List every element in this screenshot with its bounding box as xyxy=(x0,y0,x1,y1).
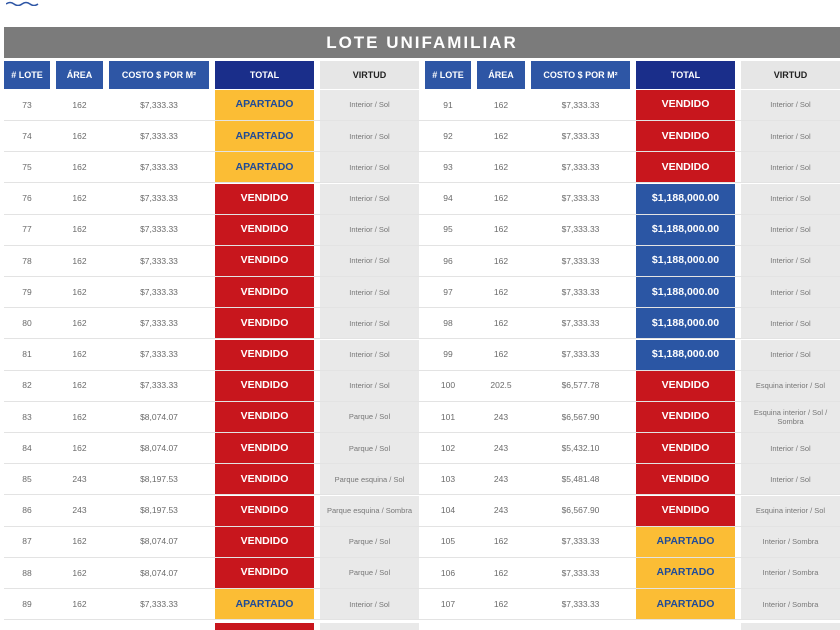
right-virtud-cell: Interior / Sombra xyxy=(741,527,840,557)
left-virtud-cell: Interior / Sol xyxy=(320,308,419,338)
right-area-cell: 162 xyxy=(493,318,509,329)
left-total-cell: APARTADO xyxy=(215,589,314,619)
right-lote-cell: 92 xyxy=(443,130,453,141)
right-area-cell: 162 xyxy=(493,99,509,110)
partial-row-total-left xyxy=(215,623,314,630)
right-area-cell: 162 xyxy=(493,255,509,266)
right-area-cell: 162 xyxy=(493,349,509,360)
right-total-cell: VENDIDO xyxy=(636,371,735,401)
right-total-cell: VENDIDO xyxy=(636,433,735,463)
left-virtud-cell: Interior / Sol xyxy=(320,184,419,214)
right-virtud-cell: Interior / Sol xyxy=(741,184,840,214)
right-area-cell: 162 xyxy=(493,536,509,547)
right-virtud-cell: Interior / Sombra xyxy=(741,558,840,588)
left-virtud-cell: Parque esquina / Sol xyxy=(320,464,419,494)
left-total-cell: APARTADO xyxy=(215,90,314,120)
left-lote-cell: 84 xyxy=(22,442,32,453)
left-lote-cell: 85 xyxy=(22,474,32,485)
right-total-cell: VENDIDO xyxy=(636,464,735,494)
left-total-cell: VENDIDO xyxy=(215,496,314,526)
right-virtud-cell: Interior / Sol xyxy=(741,308,840,338)
left-total-cell: VENDIDO xyxy=(215,215,314,245)
left-total-cell: VENDIDO xyxy=(215,402,314,432)
left-total-cell: VENDIDO xyxy=(215,527,314,557)
right-virtud-cell: Esquina interior / Sol xyxy=(741,371,840,401)
left-total-cell: APARTADO xyxy=(215,152,314,182)
right-costo-cell: $7,333.33 xyxy=(561,255,600,266)
left-area-cell: 162 xyxy=(72,536,87,547)
left-costo-cell: $7,333.33 xyxy=(140,193,178,204)
left-costo-cell: $7,333.33 xyxy=(140,162,178,173)
right-virtud-cell: Interior / Sol xyxy=(741,152,840,182)
right-virtud-cell: Interior / Sombra xyxy=(741,589,840,619)
left-area-cell: 162 xyxy=(72,286,87,297)
right-area-cell: 243 xyxy=(493,505,509,516)
right-area-cell: 162 xyxy=(493,193,509,204)
left-virtud-cell: Parque esquina / Sombra xyxy=(320,496,419,526)
left-costo-cell: $7,333.33 xyxy=(140,349,178,360)
header-costo-right: COSTO $ POR M² xyxy=(531,61,630,89)
right-costo-cell: $7,333.33 xyxy=(561,286,600,297)
right-area-cell: 162 xyxy=(493,286,509,297)
left-area-cell: 162 xyxy=(72,380,87,391)
left-virtud-cell: Parque / Sol xyxy=(320,402,419,432)
right-lote-cell: 106 xyxy=(440,567,456,578)
left-total-cell: VENDIDO xyxy=(215,340,314,370)
left-virtud-cell: Parque / Sol xyxy=(320,558,419,588)
right-costo-cell: $6,567.90 xyxy=(561,505,600,516)
left-costo-cell: $7,333.33 xyxy=(140,318,178,329)
right-costo-cell: $7,333.33 xyxy=(561,567,600,578)
right-area-cell: 202.5 xyxy=(490,380,512,391)
right-lote-cell: 104 xyxy=(440,505,456,516)
right-total-cell: $1,188,000.00 xyxy=(636,246,735,276)
right-lote-cell: 94 xyxy=(443,193,453,204)
right-lote-cell: 96 xyxy=(443,255,453,266)
left-virtud-cell: Interior / Sol xyxy=(320,246,419,276)
left-costo-cell: $7,333.33 xyxy=(140,130,178,141)
left-total-cell: VENDIDO xyxy=(215,371,314,401)
left-area-cell: 162 xyxy=(72,598,87,609)
left-lote-cell: 79 xyxy=(22,286,32,297)
left-lote-cell: 76 xyxy=(22,193,32,204)
right-area-cell: 243 xyxy=(493,411,509,422)
right-total-cell: $1,188,000.00 xyxy=(636,215,735,245)
right-area-cell: 243 xyxy=(493,442,509,453)
left-total-cell: VENDIDO xyxy=(215,308,314,338)
right-virtud-cell: Interior / Sol xyxy=(741,215,840,245)
right-virtud-cell: Interior / Sol xyxy=(741,90,840,120)
left-costo-cell: $8,197.53 xyxy=(140,505,178,516)
left-area-cell: 162 xyxy=(72,162,87,173)
right-total-cell: $1,188,000.00 xyxy=(636,308,735,338)
left-total-cell: VENDIDO xyxy=(215,277,314,307)
left-costo-cell: $7,333.33 xyxy=(140,380,178,391)
right-lote-cell: 105 xyxy=(440,536,456,547)
logo-waves-icon xyxy=(6,0,40,6)
right-virtud-cell: Interior / Sol xyxy=(741,277,840,307)
left-virtud-cell: Parque / Sol xyxy=(320,433,419,463)
left-costo-cell: $8,074.07 xyxy=(140,442,178,453)
right-area-cell: 162 xyxy=(493,224,509,235)
right-virtud-cell: Esquina interior / Sol / Sombra xyxy=(741,402,840,432)
right-lote-cell: 93 xyxy=(443,162,453,173)
right-costo-cell: $7,333.33 xyxy=(561,162,600,173)
left-lote-cell: 89 xyxy=(22,598,32,609)
left-virtud-cell: Interior / Sol xyxy=(320,90,419,120)
right-total-cell: $1,188,000.00 xyxy=(636,184,735,214)
right-virtud-cell: Interior / Sol xyxy=(741,121,840,151)
right-lote-cell: 91 xyxy=(443,99,453,110)
right-total-cell: APARTADO xyxy=(636,527,735,557)
partial-row-virtud-left xyxy=(320,623,419,630)
right-costo-cell: $7,333.33 xyxy=(561,318,600,329)
right-costo-cell: $6,577.78 xyxy=(561,380,600,391)
right-lote-cell: 107 xyxy=(440,598,456,609)
left-total-cell: VENDIDO xyxy=(215,433,314,463)
right-total-cell: VENDIDO xyxy=(636,121,735,151)
right-costo-cell: $7,333.33 xyxy=(561,130,600,141)
left-area-cell: 243 xyxy=(72,505,87,516)
right-costo-cell: $7,333.33 xyxy=(561,99,600,110)
right-lote-cell: 95 xyxy=(443,224,453,235)
left-lote-cell: 86 xyxy=(22,505,32,516)
partial-row-virtud-right xyxy=(741,623,840,630)
left-lote-cell: 80 xyxy=(22,318,32,329)
row-divider xyxy=(4,619,840,620)
right-virtud-cell: Interior / Sol xyxy=(741,433,840,463)
right-area-cell: 162 xyxy=(493,567,509,578)
right-virtud-cell: Interior / Sol xyxy=(741,340,840,370)
left-area-cell: 162 xyxy=(72,318,87,329)
left-virtud-cell: Interior / Sol xyxy=(320,215,419,245)
right-virtud-cell: Interior / Sol xyxy=(741,246,840,276)
right-costo-cell: $5,432.10 xyxy=(561,442,600,453)
left-area-cell: 162 xyxy=(72,224,87,235)
left-lote-cell: 73 xyxy=(22,99,32,110)
left-lote-cell: 75 xyxy=(22,162,32,173)
right-area-cell: 162 xyxy=(493,162,509,173)
right-virtud-cell: Interior / Sol xyxy=(741,464,840,494)
right-total-cell: VENDIDO xyxy=(636,402,735,432)
right-total-cell: VENDIDO xyxy=(636,90,735,120)
left-total-cell: APARTADO xyxy=(215,121,314,151)
right-total-cell: APARTADO xyxy=(636,558,735,588)
right-costo-cell: $7,333.33 xyxy=(561,193,600,204)
right-area-cell: 162 xyxy=(493,598,509,609)
left-area-cell: 162 xyxy=(72,193,87,204)
right-lote-cell: 100 xyxy=(440,380,456,391)
left-total-cell: VENDIDO xyxy=(215,558,314,588)
left-lote-cell: 82 xyxy=(22,380,32,391)
header-area-right: ÁREA xyxy=(477,61,525,89)
left-lote-cell: 88 xyxy=(22,567,32,578)
left-virtud-cell: Interior / Sol xyxy=(320,152,419,182)
left-lote-cell: 78 xyxy=(22,255,32,266)
right-total-cell: VENDIDO xyxy=(636,496,735,526)
left-lote-cell: 83 xyxy=(22,411,32,422)
right-area-cell: 243 xyxy=(493,474,509,485)
left-area-cell: 162 xyxy=(72,130,87,141)
right-costo-cell: $6,567.90 xyxy=(561,411,600,422)
left-total-cell: VENDIDO xyxy=(215,246,314,276)
right-lote-cell: 102 xyxy=(440,442,456,453)
header-costo-left: COSTO $ POR M² xyxy=(109,61,209,89)
left-costo-cell: $8,074.07 xyxy=(140,567,178,578)
left-lote-cell: 74 xyxy=(22,130,32,141)
right-costo-cell: $7,333.33 xyxy=(561,349,600,360)
left-costo-cell: $7,333.33 xyxy=(140,286,178,297)
left-area-cell: 162 xyxy=(72,567,87,578)
left-area-cell: 162 xyxy=(72,442,87,453)
left-total-cell: VENDIDO xyxy=(215,464,314,494)
header-area-left: ÁREA xyxy=(56,61,103,89)
left-virtud-cell: Interior / Sol xyxy=(320,371,419,401)
right-virtud-cell: Esquina interior / Sol xyxy=(741,496,840,526)
left-lote-cell: 81 xyxy=(22,349,32,360)
right-costo-cell: $7,333.33 xyxy=(561,536,600,547)
left-costo-cell: $7,333.33 xyxy=(140,598,178,609)
header-virtud-right: VIRTUD xyxy=(741,61,840,89)
right-total-cell: VENDIDO xyxy=(636,152,735,182)
right-lote-cell: 98 xyxy=(443,318,453,329)
left-costo-cell: $8,074.07 xyxy=(140,536,178,547)
left-area-cell: 162 xyxy=(72,255,87,266)
left-virtud-cell: Interior / Sol xyxy=(320,589,419,619)
left-lote-cell: 87 xyxy=(22,536,32,547)
right-area-cell: 162 xyxy=(493,130,509,141)
right-costo-cell: $7,333.33 xyxy=(561,598,600,609)
left-area-cell: 243 xyxy=(72,474,87,485)
left-costo-cell: $8,074.07 xyxy=(140,411,178,422)
right-total-cell: $1,188,000.00 xyxy=(636,277,735,307)
right-total-cell: APARTADO xyxy=(636,589,735,619)
left-area-cell: 162 xyxy=(72,411,87,422)
header-virtud-left: VIRTUD xyxy=(320,61,419,89)
right-costo-cell: $5,481.48 xyxy=(561,474,600,485)
left-virtud-cell: Interior / Sol xyxy=(320,277,419,307)
right-lote-cell: 97 xyxy=(443,286,453,297)
left-area-cell: 162 xyxy=(72,349,87,360)
left-costo-cell: $8,197.53 xyxy=(140,474,178,485)
right-lote-cell: 101 xyxy=(440,411,456,422)
left-lote-cell: 77 xyxy=(22,224,32,235)
left-costo-cell: $7,333.33 xyxy=(140,224,178,235)
left-virtud-cell: Parque / Sol xyxy=(320,527,419,557)
right-lote-cell: 103 xyxy=(440,474,456,485)
right-costo-cell: $7,333.33 xyxy=(561,224,600,235)
right-lote-cell: 99 xyxy=(443,349,453,360)
left-costo-cell: $7,333.33 xyxy=(140,255,178,266)
left-area-cell: 162 xyxy=(72,99,87,110)
table-title: LOTE UNIFAMILIAR xyxy=(4,27,840,58)
left-virtud-cell: Interior / Sol xyxy=(320,340,419,370)
header-total-left: TOTAL xyxy=(215,61,314,89)
right-total-cell: $1,188,000.00 xyxy=(636,340,735,370)
header-total-right: TOTAL xyxy=(636,61,735,89)
header-lote-left: # LOTE xyxy=(4,61,50,89)
header-lote-right: # LOTE xyxy=(425,61,471,89)
left-virtud-cell: Interior / Sol xyxy=(320,121,419,151)
left-costo-cell: $7,333.33 xyxy=(140,99,178,110)
left-total-cell: VENDIDO xyxy=(215,184,314,214)
